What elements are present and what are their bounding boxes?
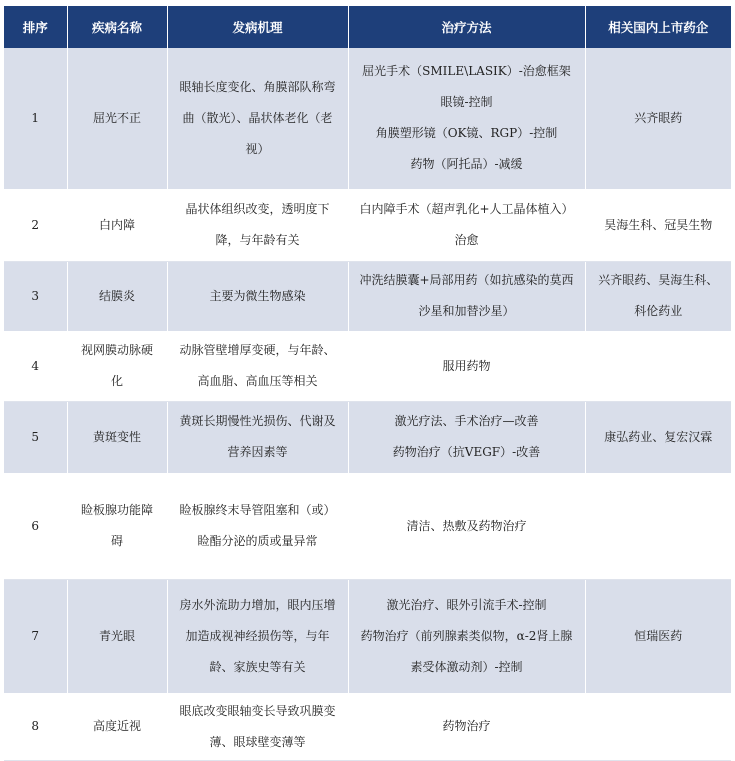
header-disease-name: 疾病名称 xyxy=(67,6,167,48)
table-row xyxy=(4,189,731,261)
companies-cell: 恒瑞医药 xyxy=(585,579,731,693)
treatment-cell xyxy=(348,693,585,760)
companies-cell xyxy=(585,693,731,760)
table-row xyxy=(4,261,731,331)
treatment-cell xyxy=(348,331,585,401)
treatment-cell xyxy=(348,189,585,261)
disease-name: 屈光不正 xyxy=(67,48,167,189)
table-row xyxy=(4,331,731,401)
treatment-cell xyxy=(348,401,585,473)
mechanism-cell: 眼轴长度变化、角膜部队称弯曲（散光）、晶状体老化（老视） xyxy=(167,48,348,189)
mechanism-cell: 房水外流助力增加，眼内压增加造成视神经损伤等，与年龄、家族史等有关 xyxy=(167,579,348,693)
treatment-line: 冲洗结膜囊+局部用药（如抗感染的莫西沙星和加替沙星） xyxy=(359,273,574,318)
row-index: 8 xyxy=(4,693,67,760)
companies-cell xyxy=(585,331,731,401)
treatment-cell xyxy=(348,261,585,331)
header-companies: 相关国内上市药企 xyxy=(585,6,731,48)
companies-cell: 兴齐眼药、昊海生科、科伦药业 xyxy=(585,261,731,331)
mechanism-cell: 睑板腺终末导管阻塞和（或）睑酯分泌的质或量异常 xyxy=(167,473,348,579)
companies-cell: 昊海生科、冠昊生物 xyxy=(585,189,731,261)
row-index: 6 xyxy=(4,473,67,579)
row-index: 5 xyxy=(4,401,67,473)
row-index: 3 xyxy=(4,261,67,331)
row-index: 4 xyxy=(4,331,67,401)
disease-name: 白内障 xyxy=(67,189,167,261)
treatment-cell xyxy=(348,48,585,189)
mechanism-cell: 黄斑长期慢性光损伤、代谢及营养因素等 xyxy=(167,401,348,473)
treatment-cell xyxy=(348,579,585,693)
treatment-line: 屈光手术（SMILE\LASIK）-治愈框架眼镜-控制 xyxy=(362,64,571,110)
treatment-cell xyxy=(348,473,585,579)
treatment-line: 白内障手术（超声乳化+人工晶体植入）治愈 xyxy=(359,202,574,247)
mechanism-cell: 晶状体组织改变，透明度下降，与年龄有关 xyxy=(167,189,348,261)
treatment-line: 药物治疗 xyxy=(442,719,491,733)
treatment-line: 激光治疗、眼外引流手术-控制 xyxy=(386,597,547,612)
row-index: 2 xyxy=(4,189,67,261)
table-row xyxy=(4,48,731,189)
mechanism-cell: 动脉管壁增厚变硬，与年龄、高血脂、高血压等相关 xyxy=(167,331,348,401)
disease-name: 黄斑变性 xyxy=(67,401,167,473)
treatment-line: 药物治疗（前列腺素类似物，α-2肾上腺素受体激动剂）-控制 xyxy=(360,628,573,674)
mechanism-cell: 眼底改变眼轴变长导致巩膜变薄、眼球壁变薄等 xyxy=(167,693,348,760)
treatment-line: 角膜塑形镜（OK镜、RGP）-控制 xyxy=(375,126,558,141)
table-row xyxy=(4,693,731,760)
disease-name: 睑板腺功能障碍 xyxy=(67,473,167,579)
treatment-line: 药物（阿托品）-减缓 xyxy=(410,157,523,172)
disease-name: 视网膜动脉硬化 xyxy=(67,331,167,401)
row-index: 7 xyxy=(4,579,67,693)
disease-name: 结膜炎 xyxy=(67,261,167,331)
treatment-line: 服用药物 xyxy=(442,358,491,373)
table-row xyxy=(4,401,731,473)
disease-name: 青光眼 xyxy=(67,579,167,693)
mechanism-cell: 主要为微生物感染 xyxy=(167,261,348,331)
header-treatment: 治疗方法 xyxy=(348,6,585,48)
table-row xyxy=(4,579,731,693)
table-body xyxy=(4,48,731,760)
companies-cell xyxy=(585,473,731,579)
header-index: 排序 xyxy=(4,6,67,48)
header-mechanism: 发病机理 xyxy=(167,6,348,48)
table-header-row xyxy=(4,6,731,48)
companies-cell: 康弘药业、复宏汉霖 xyxy=(585,401,731,473)
treatment-line: 激光疗法、手术治疗—改善 xyxy=(394,414,539,428)
treatment-line: 清洁、热敷及药物治疗 xyxy=(406,518,527,533)
treatment-line: 药物治疗（抗VEGF）-改善 xyxy=(392,445,541,459)
table-row xyxy=(4,473,731,579)
companies-cell: 兴齐眼药 xyxy=(585,48,731,189)
row-index: 1 xyxy=(4,48,67,189)
disease-name: 高度近视 xyxy=(67,693,167,760)
eye-disease-table xyxy=(4,6,731,761)
